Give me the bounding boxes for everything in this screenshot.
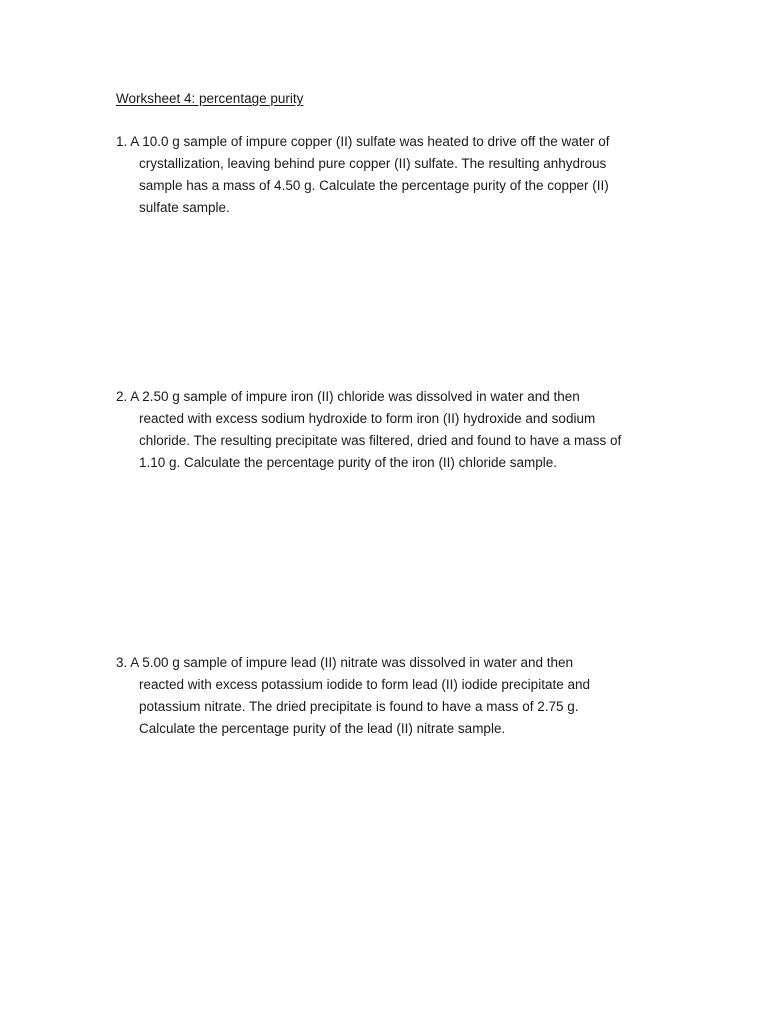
question-1-line-3: sample has a mass of 4.50 g. Calculate the percentage purity of the copper (II) [139,178,609,193]
question-2 [116,386,656,474]
question-2-line-4: 1.10 g. Calculate the percentage purity of the iron (II) chloride sample. [139,455,557,470]
question-3-line-3: potassium nitrate. The dried precipitate is found to have a mass of 2.75 g. [139,699,579,714]
worksheet-title: Worksheet 4: percentage purity [116,91,304,106]
question-2-line-2: reacted with excess sodium hydroxide to form iron (II) hydroxide and sodium [139,411,596,426]
question-3-line-2: reacted with excess potassium iodide to form lead (II) iodide precipitate and [139,677,590,692]
question-1-line-4: sulfate sample. [139,200,230,215]
question-1 [116,131,656,219]
question-3-line-4: Calculate the percentage purity of the lead (II) nitrate sample. [139,721,506,736]
question-3-line-1: 3. A 5.00 g sample of impure lead (II) nitrate was dissolved in water and then [116,655,574,670]
question-1-line-1: 1. A 10.0 g sample of impure copper (II) sulfate was heated to drive off the water of [116,134,610,149]
question-2-line-1: 2. A 2.50 g sample of impure iron (II) chloride was dissolved in water and then [116,389,580,404]
question-1-line-2: crystallization, leaving behind pure copper (II) sulfate. The resulting anhydrous [139,156,607,171]
question-3 [116,652,656,740]
question-2-line-3: chloride. The resulting precipitate was filtered, dried and found to have a mass of [139,433,622,448]
